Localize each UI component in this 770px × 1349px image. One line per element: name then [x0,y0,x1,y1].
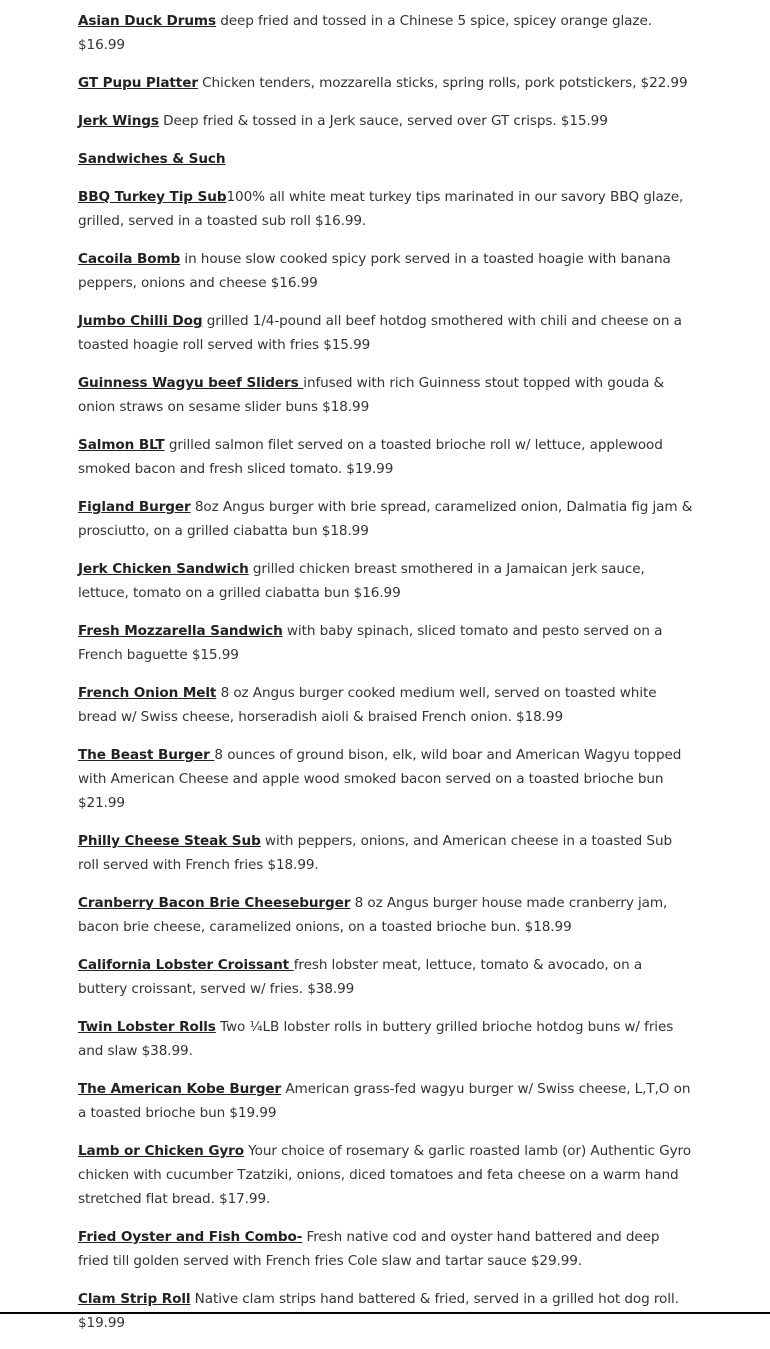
item-description: Your choice of rosemary & garlic roasted lamb (or) Authentic Gyro chicken with cucumber Tzatziki, onions, diced tomatoes and feta cheese on a warm hand stretched flat bread. $17.99. [78,1143,691,1207]
item-description: deep fried and tossed in a Chinese 5 spice, spicey orange glaze. $16.99 [78,13,652,53]
item-name: Cranberry Bacon Brie Cheeseburger [78,895,351,911]
menu-item [78,185,694,233]
item-description: Chicken tenders, mozzarella sticks, spring rolls, pork potstickers, $22.99 [197,75,688,91]
item-description: with peppers, onions, and American cheese in a toasted Sub roll served with French fries $18.99. [78,833,673,873]
menu-item [78,371,694,419]
menu-item [78,1139,694,1211]
menu-item [78,829,694,877]
item-description: grilled chicken breast smothered in a Jamaican jerk sauce, lettuce, tomato on a grilled ciabatta bun $16.99 [78,561,645,601]
item-name: California Lobster Croissant [78,957,294,973]
item-description: American grass-fed wagyu burger w/ Swiss cheese, L,T,O on a toasted brioche bun $19.99 [78,1081,691,1121]
item-name: Cacoila Bomb [78,251,181,267]
menu-item [78,247,694,295]
item-description: in house slow cooked spicy pork served in a toasted hoagie with banana peppers, onions and cheese $16.99 [78,251,671,291]
item-name: Guinness Wagyu beef Sliders [78,375,304,391]
item-name: Fresh Mozzarella Sandwich [78,623,283,639]
item-name: French Onion Melt [78,685,217,701]
item-name: Asian Duck Drums [78,13,216,29]
section-heading [78,147,694,171]
item-description: 8 ounces of ground bison, elk, wild boar and American Wagyu topped with American Cheese and apple wood smoked bacon served on a toasted brioche bun $21.99 [78,747,682,811]
item-name: The American Kobe Burger [78,1081,282,1097]
menu-item [78,309,694,357]
menu-list [78,9,694,1349]
item-name: Jerk Wings [78,113,159,129]
item-name: GT Pupu Platter [78,75,198,91]
menu-item [78,1077,694,1125]
menu-item [78,1225,694,1273]
menu-item [78,495,694,543]
item-name: The Beast Burger [78,747,215,763]
item-description: with baby spinach, sliced tomato and pesto served on a French baguette $15.99 [78,623,663,663]
menu-item [78,891,694,939]
item-description: infused with rich Guinness stout topped with gouda & onion straws on sesame slider buns $18.99 [78,375,665,415]
menu-item [78,1015,694,1063]
menu-item [78,681,694,729]
menu-item [78,557,694,605]
item-description: 100% all white meat turkey tips marinated in our savory BBQ glaze, grilled, served in a toasted sub roll $16.99. [78,189,684,229]
menu-item [78,1287,694,1335]
item-name: Figland Burger [78,499,191,515]
item-description: Deep fried & tossed in a Jerk sauce, served over GT crisps. $15.99 [158,113,608,129]
item-name: Jumbo Chilli Dog [78,313,203,329]
item-description: Native clam strips hand battered & fried, served in a grilled hot dog roll. $19.99 [78,1291,679,1331]
menu-item [78,953,694,1001]
menu-item [78,743,694,815]
item-description: grilled salmon filet served on a toasted brioche roll w/ lettuce, applewood smoked bacon and fresh sliced tomato. $19.99 [78,437,663,477]
item-description: fresh lobster meat, lettuce, tomato & avocado, on a buttery croissant, served w/ fries. $38.99 [78,957,643,997]
item-description: Two ¼LB lobster rolls in buttery grilled brioche hotdog buns w/ fries and slaw $38.99. [78,1019,674,1059]
item-name: Lamb or Chicken Gyro [78,1143,244,1159]
menu-item [78,71,694,95]
item-name: Salmon BLT [78,437,165,453]
menu-item [78,433,694,481]
menu-item [78,109,694,133]
item-name: Fried Oyster and Fish Combo- [78,1229,303,1245]
item-description: grilled 1/4-pound all beef hotdog smothered with chili and cheese on a toasted hoagie roll served with fries $15.99 [78,313,682,353]
item-description: 8 oz Angus burger cooked medium well, served on toasted white bread w/ Swiss cheese, horseradish aioli & braised French onion. $18.99 [78,685,657,725]
item-name: Twin Lobster Rolls [78,1019,216,1035]
item-name: Philly Cheese Steak Sub [78,833,261,849]
item-name: Clam Strip Roll [78,1291,191,1307]
item-name: Jerk Chicken Sandwich [78,561,249,577]
menu-item [78,9,694,57]
item-name: BBQ Turkey Tip Sub [78,189,227,205]
menu-item [78,619,694,667]
item-description: 8oz Angus burger with brie spread, caramelized onion, Dalmatia fig jam & prosciutto, on a grilled ciabatta bun $18.99 [78,499,693,539]
item-description: Fresh native cod and oyster hand battered and deep fried till golden served with French fries Cole slaw and tartar sauce $29.99. [78,1229,660,1269]
item-description: 8 oz Angus burger house made cranberry jam, bacon brie cheese, caramelized onions, on a toasted brioche bun. $18.99 [78,895,668,935]
section-heading-text: Sandwiches & Such [78,151,226,167]
